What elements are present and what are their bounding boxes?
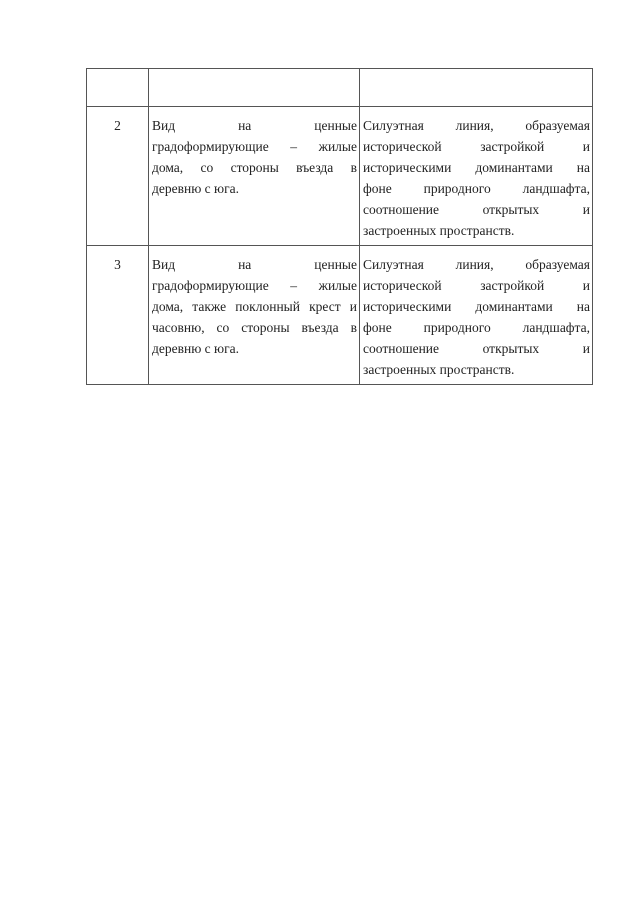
text-line: фоне природного ландшафта, [363,181,590,196]
protection-subject [360,107,593,246]
text-line: застроенных пространств. [363,223,515,238]
text-line: деревню с юга. [152,341,240,356]
protection-subject [360,246,593,385]
row-number: 3 [87,246,149,385]
view-description [149,246,360,385]
text-line: Силуэтная линия, образуемая [363,257,590,272]
text-line: градоформирующие – жилые [152,139,357,154]
text-line: дома, также поклонный крест и [152,299,357,314]
text-line: соотношение открытых и [363,341,590,356]
text-line: Силуэтная линия, образуемая [363,118,590,133]
table-row [87,246,593,385]
protection-subject [360,69,593,107]
view-description [149,107,360,246]
view-description [149,69,360,107]
text-line: застроенных пространств. [363,362,515,377]
text-line: дома, со стороны въезда в [152,160,357,175]
row-number: 2 [87,107,149,246]
text-line: деревню с юга. [152,181,240,196]
table-row [87,69,593,107]
text-line: соотношение открытых и [363,202,590,217]
text-line: историческими доминантами на [363,299,590,314]
text-line: исторической застройкой и [363,139,590,154]
text-line: исторической застройкой и [363,278,590,293]
text-line: градоформирующие – жилые [152,278,357,293]
text-line: фоне природного ландшафта, [363,320,590,335]
text-line: историческими доминантами на [363,160,590,175]
row-number [87,69,149,107]
text-line: часовню, со стороны въезда в [152,320,357,335]
table-row [87,107,593,246]
text-line: Вид на ценные [152,257,357,272]
text-line: Вид на ценные [152,118,357,133]
document-table [86,68,593,385]
